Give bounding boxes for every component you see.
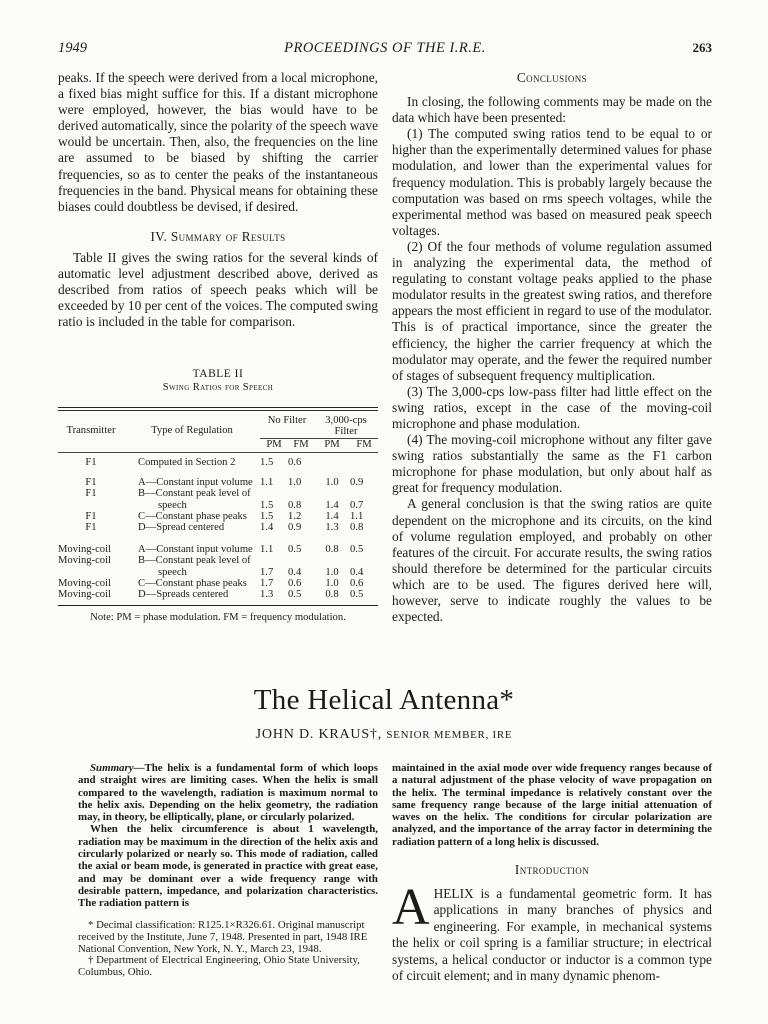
section-heading: IV. Summary of Results: [150, 228, 286, 244]
header-page-number: 263: [692, 40, 712, 55]
footnote-1: * Decimal classification: R125.1×R326.61. Original manuscript received by the Institute, June 7, 1948. Presented in part, 1948 IRE National Convention, New York, N. Y., March 23, 1948.: [78, 919, 368, 955]
table-title: TABLE II: [192, 368, 244, 380]
col-type: Type of Regulation: [151, 424, 233, 436]
table-row: F1 A—Constant input volume 1.1 1.0 1.0 0.9: [85, 476, 364, 488]
table-row: speech 1.7 0.4 1.0 0.4: [158, 566, 364, 578]
table-row: speech 1.5 0.8 1.4 0.7: [158, 499, 364, 511]
table-subtitle: Swing Ratios for Speech: [162, 382, 274, 393]
right-column: [392, 70, 712, 625]
col-filter: 3,000-cps Filter: [325, 415, 367, 438]
col-no-filter: No Filter: [267, 415, 307, 426]
conclusions-heading: Conclusions: [516, 70, 588, 85]
conclusions-p0: In closing, the following comments may be made on the data which have been presented:: [392, 94, 712, 126]
table-note: Note: PM = phase modulation. FM = frequency modulation.: [90, 611, 346, 623]
introduction-heading: Introduction: [514, 862, 590, 878]
article-author: JOHN D. KRAUS†, SENIOR MEMBER, IRE: [255, 727, 513, 742]
left-intro-paragraph: peaks. If the speech were derived from a local microphone, a fixed bias might suffice for this. If a distant microphone were employed, however, the bias would have to be derived automatically, since the polarity of the speech wave would be uncertain. Then, also, the frequencies on the line are assumed to be biased by shifting the carrier frequencies, so as to center the peaks of the instantaneous frequencies in the band. Physical means for obtaining these biases could doubtless be devised, if desired.: [58, 70, 379, 214]
table-row: F1 Computed in Section 2 1.5 0.6: [85, 457, 302, 469]
article-title: The Helical Antenna*: [253, 684, 515, 716]
summary-label: Summary: [90, 762, 134, 774]
col-transmitter: Transmitter: [66, 424, 116, 436]
drop-cap: A: [392, 879, 430, 937]
footnotes: [78, 920, 380, 979]
running-header: [58, 40, 712, 58]
sub-pm: PM: [266, 438, 282, 450]
section-paragraph: Table II gives the swing ratios for the several kinds of automatic level adjustment described above, derived as described from ratios of speech peaks which will be exceeded by 10 per cent of the voices. The computed swing ratio is included in the table for comparison.: [58, 249, 378, 330]
table-row: F1 C—Constant phase peaks 1.5 1.2 1.4 1.1: [85, 510, 364, 522]
summary-left: Summary—The helix is a fundamental form of which loops and straight wires are limiting cases. When the helix is small compared to the wavelength, radiation is maximum normal to the helix axis. Depending on the helix geometry, the radiation may, in theory, be elliptically, plane, or circularly polarized. When the helix circumference is about 1 wavelength, radiation may be maximum in the direction of the helix axis and circularly polarized or nearly so. This mode of radiation, called the axial or beam mode, is generated in practice with great ease, and may be dominant over a wide frequency range with desirable pattern, impedance, and polarization characteristics. The radiation pattern is: [78, 762, 378, 910]
header-year: 1949: [58, 40, 87, 56]
conclusions-p1: (1) The computed swing ratios tend to be equal to or higher than the experimentally determined values for phase modulation, and lower than the experimental values for frequency modulation. This is probably largely because the computation was based on rms speech voltages, while the experimental method was based on measured peak speech voltages.: [392, 126, 712, 238]
table-row: Moving-coil C—Constant phase peaks 1.7 0.6 1.0 0.6: [58, 577, 364, 589]
sub-fm: FM: [293, 438, 309, 450]
left-column: [58, 70, 378, 330]
table-row: Moving-coil A—Constant input volume 1.1 0.5 0.8 0.5: [58, 543, 364, 555]
footnote-2: † Department of Electrical Engineering, Ohio State University, Columbus, Ohio.: [78, 954, 360, 979]
table-ii: [58, 368, 378, 623]
introduction-text: AHELIX is a fundamental geometric form. It has applications in many branches of physics and engineering. For example, in mechanical systems the helix or coil spring is a familiar structure; in electrical systems, a helical conductor or inductor is a common type of circuit element; and in many dynamic phenom-: [392, 879, 712, 984]
table-row: Moving-coil B—Constant peak level of: [58, 555, 251, 567]
table-row: F1 D—Spread centered 1.4 0.9 1.3 0.8: [85, 522, 364, 534]
conclusions-p4: (4) The moving-coil microphone without any filter gave swing ratios substantially the same as the F1 carbon microphone for phase modulation, but only about half as great for frequency modulation.: [392, 432, 712, 496]
author-affiliation: SENIOR MEMBER, IRE: [386, 729, 513, 741]
swing-ratio-table: Transmitter Type of Regulation No Filter 3,000-cps Filter PM FM PM FM F1 Computed in Section 2 1.5 0.6 F1 A—Constant input volume 1.1 1.0 1.0 0.9 F1 B—Constant peak level of speech 1.5 0.8 1.4 0.7 F1 C—Constant phase peaks 1.5 1.2 1.4 1.1 F1 D—Spread centered 1.4 0.9 1.3 0.8 Moving-coil A—Constant input volume 1.1 0.5 0.8 0.5 Moving-coil B—Constant peak level of speech 1.7 0.4 1.0 0.4 Moving-coil C—Constant phase peaks 1.7 0.6 1.0 0.6 Moving-coil D—Spreads centered 1.3 0.5 0.8 0.5: [58, 411, 378, 606]
header-journal: PROCEEDINGS OF THE I.R.E.: [284, 40, 486, 56]
conclusions-p2: (2) Of the four methods of volume regulation assumed in analyzing the experimental data, the method of regulating to constant voltage peaks applied to the phase modulator results in the greatest swing ratios, and therefore appears the most efficient in regard to use of the modulator. This is of practical importance, since the greater the efficiency, the higher the carrier frequency at which the modulator may operate, and the fewer the required number of stages of subsequent frequency multiplication.: [392, 238, 712, 383]
table-row: F1 B—Constant peak level of: [85, 488, 251, 500]
summary-right: maintained in the axial mode over wide frequency ranges because of a natural adjustment of the phase velocity of wave propagation on the helix. The terminal impedance is relatively constant over the same frequency range because of the large initial attenuation of waves on the helix. The conditions for circular polarization are analyzed, and the importance of the array factor in determining the radiation pattern of a long helix is discussed.: [392, 762, 712, 848]
table-row: Moving-coil D—Spreads centered 1.3 0.5 0.8 0.5: [58, 589, 364, 601]
conclusions-p5: A general conclusion is that the swing ratios are quite dependent on the microphone and its circuits, on the kind of volume regulation employed, and probably on other features of the circuit. For accurate results, the swing ratios should therefore be determined for the particular circuits which are to be used. The figures derived here will, however, serve to indicate roughly the values to be expected.: [392, 496, 712, 625]
conclusions-p3: (3) The 3,000-cps low-pass filter had little effect on the swing ratios, except in the case of the moving-coil microphone and phase modulation.: [392, 383, 712, 431]
article-right-column: [392, 762, 712, 985]
